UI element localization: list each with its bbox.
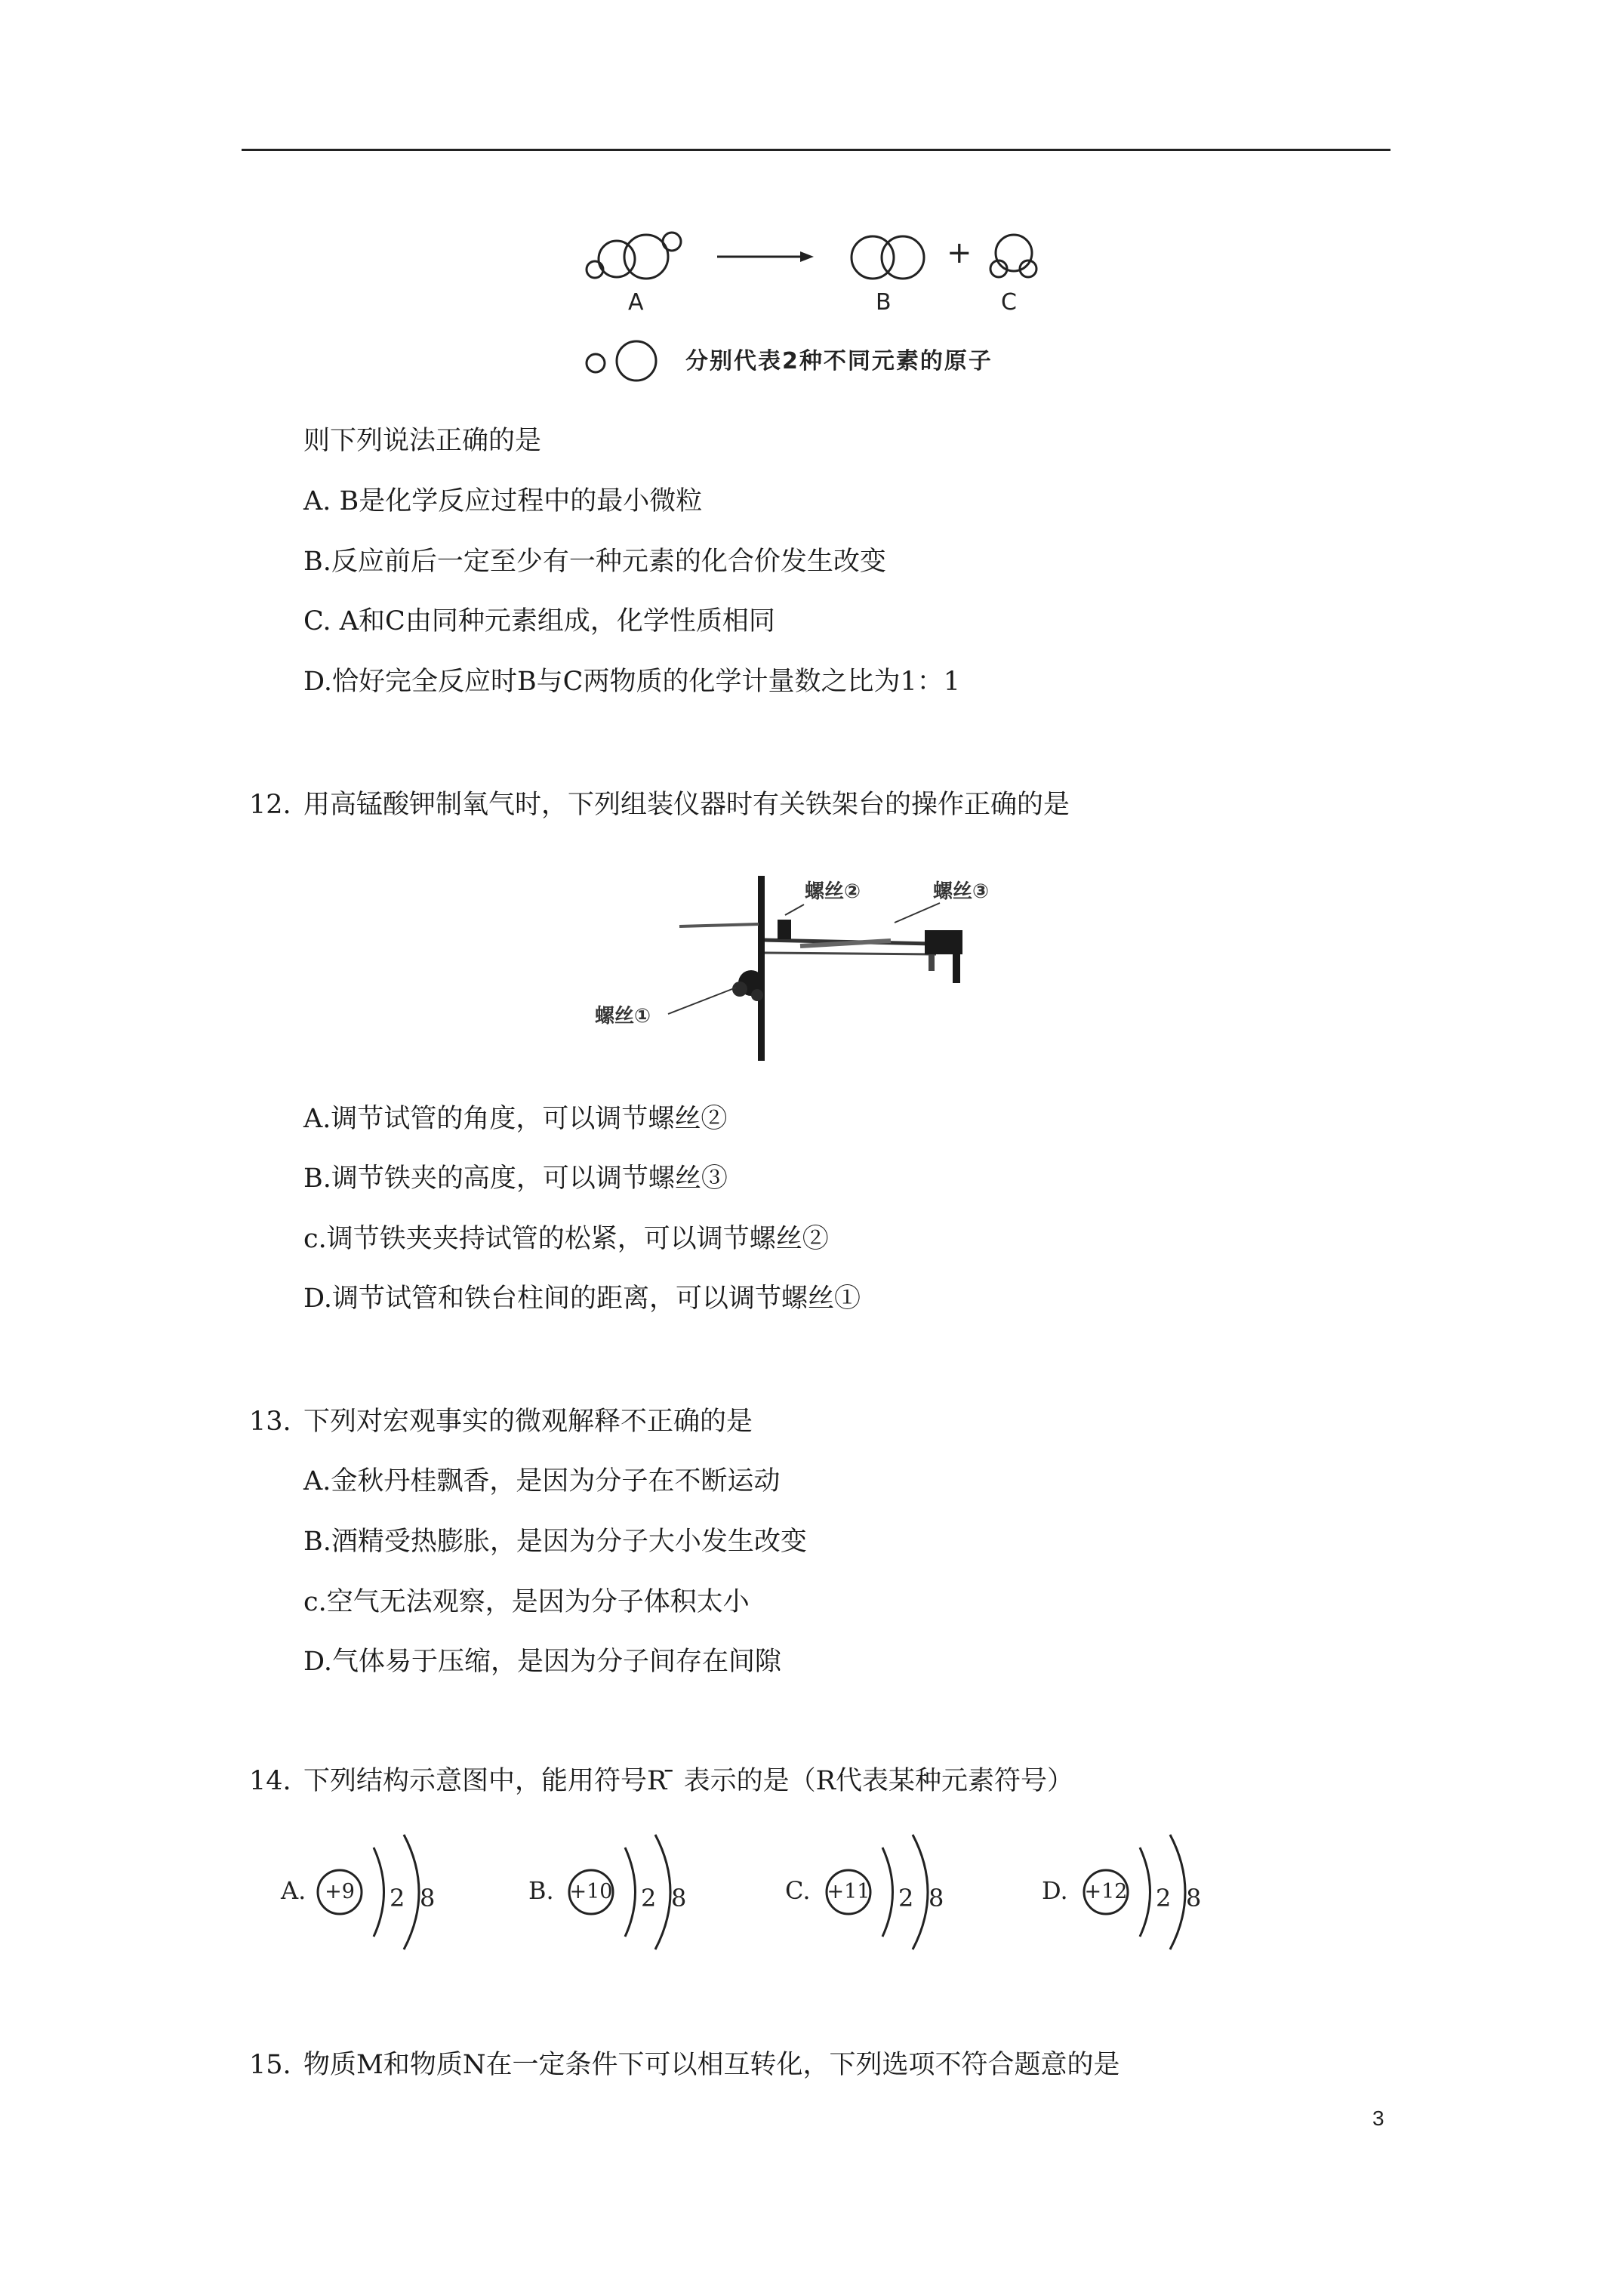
q12-option-c: c.调节铁夹夹持试管的松紧，可以调节螺丝② — [303, 1224, 829, 1254]
q11-option-c: C. A和C由同种元素组成，化学性质相同 — [303, 606, 775, 636]
q12-option-a: A.调节试管的角度，可以调节螺丝② — [303, 1104, 728, 1134]
structure-shell2-c: 8 — [929, 1884, 944, 1912]
q15-number: 15. — [249, 2050, 291, 2080]
shell-arc-b1 — [625, 1848, 636, 1937]
q11-option-a: A. B是化学反应过程中的最小微粒 — [303, 486, 703, 516]
structure-nucleus-b: +10 — [569, 1880, 613, 1903]
q13-number: 13. — [249, 1407, 291, 1437]
structure-nucleus-d: +12 — [1084, 1880, 1128, 1903]
screw-label-3: 螺丝③ — [933, 880, 990, 903]
screw-label-1: 螺丝① — [595, 1005, 651, 1028]
shell-arc-a2 — [404, 1835, 419, 1949]
structure-shell2-b: 8 — [671, 1884, 687, 1912]
structure-nucleus-a: +9 — [325, 1880, 355, 1903]
structure-shell1-b: 2 — [641, 1884, 657, 1912]
q15-stem: 物质M和物质N在一定条件下可以相互转化，下列选项不符合题意的是 — [303, 2050, 1120, 2080]
structure-shell1-d: 2 — [1156, 1884, 1172, 1912]
q12-option-b: B.调节铁夹的高度，可以调节螺丝③ — [303, 1163, 728, 1194]
structure-letter-a: A. — [281, 1876, 306, 1905]
q11-option-b: B.反应前后一定至少有一种元素的化合价发生改变 — [303, 547, 886, 577]
q13-stem: 下列对宏观事实的微观解释不正确的是 — [303, 1407, 753, 1437]
q14-stem: 下列结构示意图中，能用符号R ̄ 表示的是（R代表某种元素符号） — [303, 1766, 1073, 1796]
label-a: A — [628, 289, 644, 316]
shell-arc-b2 — [655, 1835, 670, 1949]
structure-shell1-a: 2 — [390, 1884, 405, 1912]
q11-option-d: D.恰好完全反应时B与C两物质的化学计量数之比为1：1 — [303, 667, 960, 697]
shell-arc-c1 — [882, 1848, 893, 1937]
q11-stem: 则下列说法正确的是 — [303, 426, 542, 456]
page-number: 3 — [1372, 2106, 1384, 2130]
q12-stem: 用高锰酸钾制氧气时，下列组装仪器时有关铁架台的操作正确的是 — [303, 790, 1070, 820]
q12-option-d: D.调节试管和铁台柱间的距离，可以调节螺丝① — [303, 1284, 861, 1314]
structure-shell2-a: 8 — [420, 1884, 436, 1912]
shell-arc-d1 — [1140, 1848, 1150, 1937]
structure-nucleus-c: +11 — [827, 1880, 870, 1903]
plus-sign: + — [947, 236, 972, 270]
structure-letter-d: D. — [1042, 1876, 1068, 1905]
legend-text: 分别代表2种不同元素的原子 — [685, 348, 993, 374]
q13-option-b: B.酒精受热膨胀，是因为分子大小发生改变 — [303, 1527, 807, 1557]
structure-letter-b: B. — [528, 1876, 554, 1905]
label-c: C — [1001, 289, 1017, 316]
q13-option-d: D.气体易于压缩，是因为分子间存在间隙 — [303, 1647, 781, 1677]
q14-number: 14. — [249, 1766, 291, 1796]
structure-shell1-c: 2 — [898, 1884, 914, 1912]
structure-shell2-d: 8 — [1186, 1884, 1202, 1912]
q13-option-c: c.空气无法观察，是因为分子体积太小 — [303, 1587, 750, 1617]
label-b: B — [876, 289, 892, 316]
q12-number: 12. — [249, 790, 291, 820]
shell-arc-a1 — [374, 1848, 384, 1937]
screw-label-2: 螺丝② — [805, 880, 861, 903]
structure-letter-c: C. — [785, 1876, 811, 1905]
shell-arc-d2 — [1170, 1835, 1185, 1949]
shell-arc-c2 — [913, 1835, 928, 1949]
q13-option-a: A.金秋丹桂飘香，是因为分子在不断运动 — [303, 1466, 781, 1496]
